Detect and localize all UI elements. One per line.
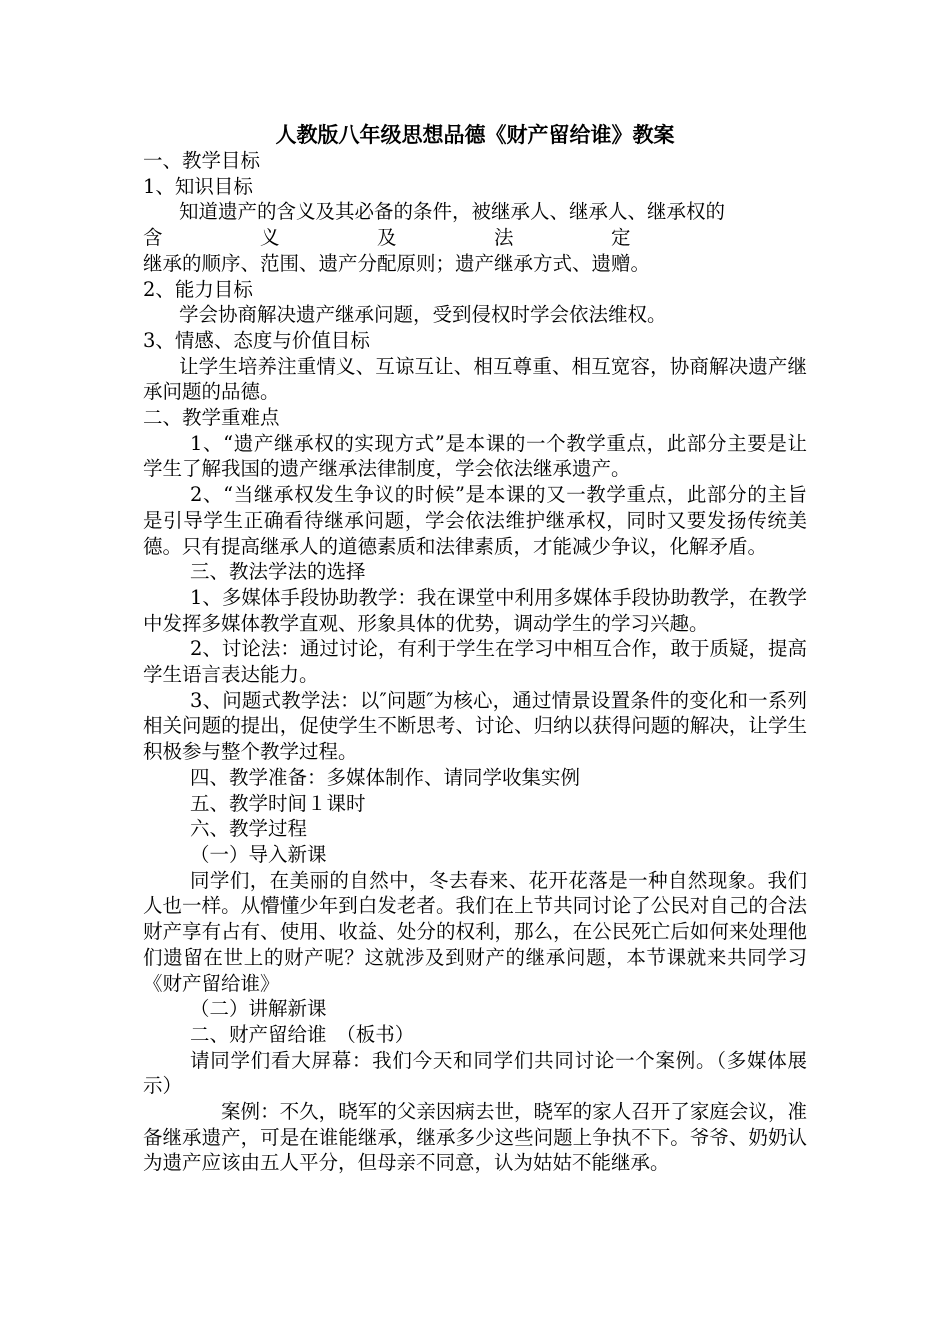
heading-time: 五、教学时间１课时 bbox=[190, 791, 366, 815]
subheading-ability-goals: 2、能力目标 bbox=[143, 277, 253, 301]
paragraph-key-point-2: 2、“当继承权发生争议的时候”是本课的又一教学重点，此部分的主旨是引导学生正确看待继承问题，学会依法维护继承权，同时又要发扬传统美德。只有提高继承人的道德素质和法律素质，才能减少争议，化解矛盾。 bbox=[143, 483, 807, 558]
heading-preparation: 四、教学准备：多媒体制作、请同学收集实例 bbox=[190, 765, 581, 789]
heading-blackboard: 二、财产留给谁 （板书） bbox=[190, 1022, 415, 1046]
document-title: 人教版八年级思想品德《财产留给谁》教案 bbox=[275, 123, 675, 147]
subheading-knowledge-goals: 1、知识目标 bbox=[143, 174, 253, 198]
heading-teaching-goals: 一、教学目标 bbox=[143, 149, 261, 172]
paragraph-intro: 同学们，在美丽的自然中，冬去春来、花开花落是一种自然现象。我们人也一样。从懵懂少年到白发老者。我们在上节共同讨论了公民对自己的合法财产享有占有、使用、收益、处分的权利，那么，在公民死亡后如何来处理他们遗留在世上的财产呢？这就涉及到财产的继承问题，本节课就来共同学习《财产留给谁》 bbox=[143, 868, 807, 995]
paragraph-knowledge-line2: 含 义 及 法 定 bbox=[143, 226, 631, 250]
subheading-intro: （一）导入新课 bbox=[190, 842, 327, 866]
paragraph-screen: 请同学们看大屏幕：我们今天和同学们共同讨论一个案例。（多媒体展示） bbox=[143, 1048, 807, 1098]
subheading-new-lesson: （二）讲解新课 bbox=[190, 997, 327, 1021]
paragraph-knowledge-line3: 继承的顺序、范围、遗产分配原则；遗产继承方式、遗赠。 bbox=[143, 251, 651, 275]
paragraph-ability: 学会协商解决遗产继承问题，受到侵权时学会依法维权。 bbox=[179, 303, 667, 327]
heading-key-points: 二、教学重难点 bbox=[143, 406, 280, 430]
paragraph-method-1: 1、多媒体手段协助教学：我在课堂中利用多媒体手段协助教学，在教学中发挥多媒体教学直观、形象具体的优势，调动学生的学习兴趣。 bbox=[143, 585, 807, 635]
subheading-emotion-goals: 3、情感、态度与价值目标 bbox=[143, 328, 370, 352]
paragraph-method-2: 2、讨论法：通过讨论，有利于学生在学习中相互合作，敢于质疑，提高学生语言表达能力。 bbox=[143, 637, 807, 687]
paragraph-knowledge-line1: 知道遗产的含义及其必备的条件，被继承人、继承人、继承权的 bbox=[179, 200, 726, 224]
heading-methods: 三、教法学法的选择 bbox=[190, 560, 366, 584]
heading-process: 六、教学过程 bbox=[190, 817, 308, 841]
paragraph-emotion: 让学生培养注重情义、互谅互让、相互尊重、相互宽容，协商解决遗产继 承问题的品德。 bbox=[143, 354, 807, 404]
document-body bbox=[143, 148, 807, 1176]
paragraph-case: 案例：不久，晓军的父亲因病去世，晓军的家人召开了家庭会议，准备继承遗产，可是在谁能继承，继承多少这些问题上争执不下。爷爷、奶奶认为遗产应该由五人平分，但母亲不同意，认为姑姑不能继承。 bbox=[143, 1100, 807, 1175]
paragraph-key-point-1: 1、“遗产继承权的实现方式”是本课的一个教学重点，此部分主要是让学生了解我国的遗产继承法律制度，学会依法继承遗产。 bbox=[143, 431, 807, 481]
paragraph-method-3: 3、问题式教学法：以″问题″为核心，通过情景设置条件的变化和一系列相关问题的提出，促使学生不断思考、讨论、归纳以获得问题的解决，让学生积极参与整个教学过程。 bbox=[143, 688, 807, 764]
